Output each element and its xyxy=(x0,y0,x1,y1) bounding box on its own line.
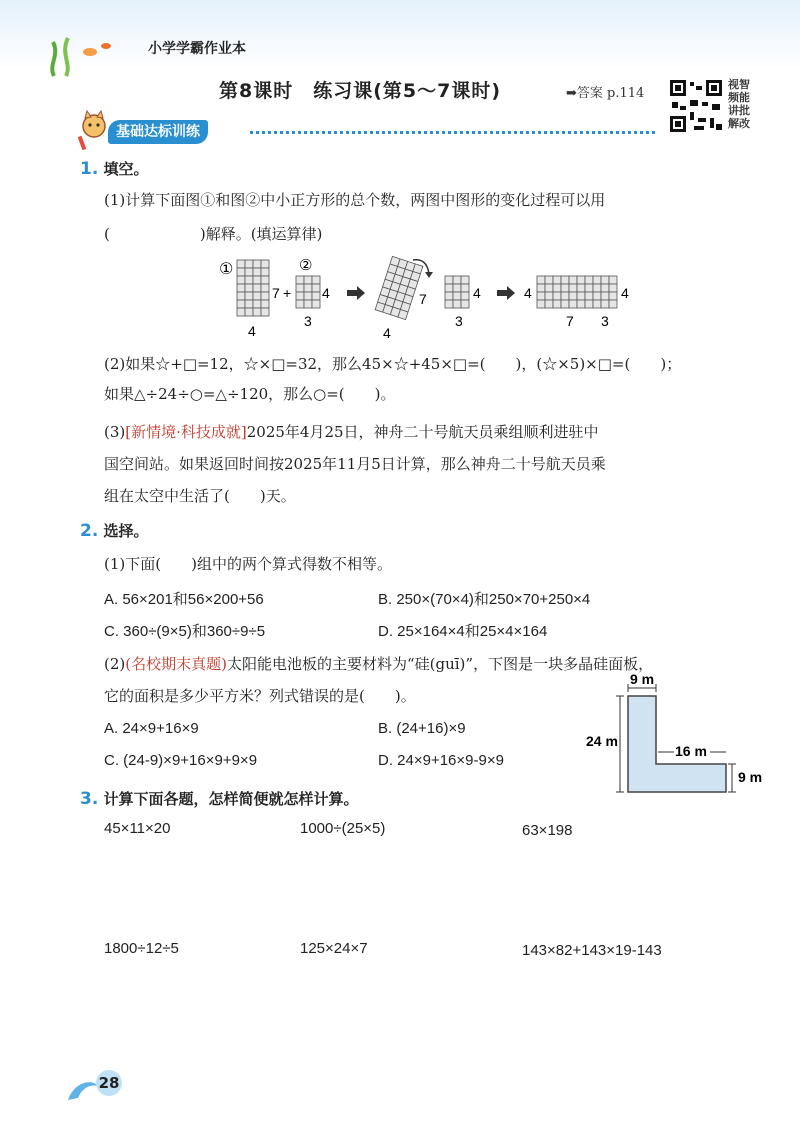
comb-bottom-label-2: 3 xyxy=(601,313,609,329)
rotate-arrow-head-icon xyxy=(425,272,433,278)
grid-square xyxy=(445,292,453,300)
page-title: 第8课时 练习课(第5～7课时) xyxy=(218,80,502,102)
comb-bottom-label-1: 7 xyxy=(566,313,574,329)
grid-square xyxy=(296,284,304,292)
qr-caption: 视智 频能 讲批 解改 xyxy=(728,78,750,130)
fig-left-label: 24 m xyxy=(586,733,618,749)
rot-height-label: 7 xyxy=(419,291,427,307)
grid-square xyxy=(453,284,461,292)
grid-square xyxy=(545,276,553,284)
grid-square xyxy=(577,300,585,308)
q1-p2-line2[interactable]: 如果△÷24÷○=△÷120，那么○=( )。 xyxy=(104,385,396,403)
grid-figure-2-copy xyxy=(445,276,469,308)
calc-item-4[interactable]: 1800÷12÷5 xyxy=(104,940,179,957)
grid-square xyxy=(569,276,577,284)
grid-square xyxy=(601,284,609,292)
page-number: 28 xyxy=(96,1070,122,1096)
dotted-divider xyxy=(250,131,655,134)
calc-item-1[interactable]: 45×11×20 xyxy=(104,820,171,837)
calc-item-3[interactable]: 63×198 xyxy=(522,822,573,839)
q1-p1-line1: (1)计算下面图①和图②中小正方形的总个数，两图中图形的变化过程可以用 xyxy=(104,191,606,209)
grid-square xyxy=(237,300,245,308)
plus-sign: + xyxy=(283,285,292,301)
figure-label-1: ① xyxy=(219,259,234,278)
q2-heading: 2. 选择。 xyxy=(80,521,149,541)
grid-square xyxy=(537,276,545,284)
grid-square xyxy=(561,276,569,284)
grid-square xyxy=(445,300,453,308)
cat-pencil-mascot-icon xyxy=(76,110,112,150)
q2-p1[interactable]: (1)下面( )组中的两个算式得数不相等。 xyxy=(104,555,392,573)
grid-square xyxy=(312,276,320,284)
grid-square xyxy=(553,284,561,292)
grid-square xyxy=(445,276,453,284)
grid-square xyxy=(237,308,245,316)
grid-square xyxy=(253,300,261,308)
grid-square xyxy=(445,284,453,292)
g3-height-label: 4 xyxy=(473,285,481,301)
q1-p3-line3[interactable]: 组在太空中生活了( )天。 xyxy=(104,487,296,505)
grid-square xyxy=(561,292,569,300)
grid-square xyxy=(461,276,469,284)
grid-square xyxy=(545,284,553,292)
grid-square xyxy=(296,300,304,308)
grid-square xyxy=(585,300,593,308)
arrow-right-icon xyxy=(347,286,365,300)
grid-figure-combined xyxy=(537,276,617,308)
q2-p2-option-c[interactable]: C. (24-9)×9+16×9+9×9 xyxy=(104,752,258,769)
grid-square xyxy=(569,284,577,292)
grid-square xyxy=(304,292,312,300)
grid-square xyxy=(593,276,601,284)
grid-square xyxy=(312,292,320,300)
grid-square xyxy=(245,300,253,308)
grid-square xyxy=(461,284,469,292)
q2-p1-option-d[interactable]: D. 25×164×4和25×4×164 xyxy=(378,623,548,640)
grid-square xyxy=(253,268,261,276)
q1-heading: 1. 填空。 xyxy=(80,159,149,179)
grid-square xyxy=(237,276,245,284)
q2-p2-option-b[interactable]: B. (24+16)×9 xyxy=(378,720,466,737)
comb-right-label: 4 xyxy=(621,285,629,301)
grid-square xyxy=(609,284,617,292)
grid-square xyxy=(253,276,261,284)
grid-figure-2 xyxy=(296,276,320,308)
grid-square xyxy=(261,300,269,308)
q1-p2-line1[interactable]: (2)如果☆+□=12，☆×□=32，那么45×☆+45×□=( )，(☆×5)×□=( )； xyxy=(104,355,682,373)
grid-square xyxy=(593,300,601,308)
q1-grid-figure xyxy=(215,252,635,344)
q2-p1-option-c[interactable]: C. 360÷(9×5)和360÷9÷5 xyxy=(104,623,266,640)
grid-square xyxy=(304,276,312,284)
grid-square xyxy=(237,284,245,292)
grid-square xyxy=(593,292,601,300)
grid-square xyxy=(304,300,312,308)
fig-top-label: 9 m xyxy=(630,671,655,687)
q2-p1-option-a[interactable]: A. 56×201和56×200+56 xyxy=(104,591,264,608)
g1-width-label: 4 xyxy=(248,323,256,339)
grid-square xyxy=(237,268,245,276)
l-shape-panel-figure xyxy=(586,670,776,800)
q1-p3-line1: (3)[新情境·科技成就]2025年4月25日，神舟二十号航天员乘组顺利进驻中 xyxy=(104,423,599,441)
g2-height-label: 4 xyxy=(322,285,330,301)
grid-square xyxy=(593,284,601,292)
grid-figure-1 xyxy=(237,260,269,316)
grid-square xyxy=(253,292,261,300)
context-tag: [新情境·科技成就] xyxy=(125,423,247,441)
q2-p2-option-a[interactable]: A. 24×9+16×9 xyxy=(104,720,199,737)
grid-square xyxy=(545,300,553,308)
grid-square xyxy=(253,308,261,316)
exam-tag: (名校期末真题) xyxy=(125,655,227,673)
grid-square xyxy=(561,284,569,292)
grid-square xyxy=(245,292,253,300)
g1-height-label: 7 xyxy=(272,285,280,301)
grid-square xyxy=(537,300,545,308)
q3-heading: 3. 计算下面各题，怎样简便就怎样计算。 xyxy=(80,789,359,809)
grid-square xyxy=(553,300,561,308)
grid-square xyxy=(312,284,320,292)
grid-square xyxy=(237,260,245,268)
grid-square xyxy=(237,292,245,300)
grid-square xyxy=(253,260,261,268)
grid-square xyxy=(253,284,261,292)
dolphin-icon xyxy=(66,1074,100,1104)
grid-square xyxy=(609,276,617,284)
grid-square xyxy=(245,276,253,284)
grid-square xyxy=(261,276,269,284)
answer-reference[interactable]: ➡答案 p.114 xyxy=(566,86,645,101)
calc-item-5[interactable]: 125×24×7 xyxy=(300,940,368,957)
section-banner: 基础达标训练 xyxy=(108,120,208,144)
grid-square xyxy=(312,300,320,308)
grid-square xyxy=(453,292,461,300)
qr-code-icon[interactable] xyxy=(668,78,724,134)
calc-item-2[interactable]: 1000÷(25×5) xyxy=(300,820,386,837)
grid-square xyxy=(245,260,253,268)
grid-square xyxy=(609,292,617,300)
grid-square xyxy=(261,308,269,316)
grid-square xyxy=(553,276,561,284)
q2-p2-line2[interactable]: 它的面积是多少平方米？列式错误的是( )。 xyxy=(104,687,416,705)
grid-square xyxy=(261,284,269,292)
series-name: 小学学霸作业本 xyxy=(148,41,246,57)
grid-square xyxy=(577,292,585,300)
grid-square xyxy=(577,284,585,292)
q2-p2-option-d[interactable]: D. 24×9+16×9-9×9 xyxy=(378,752,504,769)
q1-p3-line2: 国空间站。如果返回时间按2025年11月5日计算，那么神舟二十号航天员乘 xyxy=(104,455,606,473)
grid-square xyxy=(585,292,593,300)
grid-square xyxy=(461,292,469,300)
g3-width-label: 3 xyxy=(455,313,463,329)
rot-width-label: 4 xyxy=(383,325,391,341)
q2-p1-option-b[interactable]: B. 250×(70×4)和250×70+250×4 xyxy=(378,591,591,608)
grid-square xyxy=(537,284,545,292)
grid-square xyxy=(461,300,469,308)
q1-p1-line2[interactable]: ( )解释。(填运算律) xyxy=(104,225,323,243)
arrow-right-icon xyxy=(497,286,515,300)
grid-square xyxy=(601,292,609,300)
fig-middle-label: 16 m xyxy=(675,743,707,759)
grid-square xyxy=(453,276,461,284)
grid-figure-1-rotated xyxy=(375,256,423,319)
fig-right-label: 9 m xyxy=(738,769,763,785)
grid-square xyxy=(561,300,569,308)
seaweed-fish-icon xyxy=(44,30,134,78)
grid-square xyxy=(577,276,585,284)
grid-square xyxy=(245,284,253,292)
grid-square xyxy=(261,260,269,268)
grid-square xyxy=(245,308,253,316)
grid-square xyxy=(601,276,609,284)
grid-square xyxy=(585,276,593,284)
grid-square xyxy=(261,268,269,276)
grid-square xyxy=(304,284,312,292)
grid-square xyxy=(585,284,593,292)
grid-square xyxy=(245,268,253,276)
g2-width-label: 3 xyxy=(304,313,312,329)
grid-square xyxy=(537,292,545,300)
q2-p2-line1: (2)(名校期末真题)太阳能电池板的主要材料为“硅(guī)”，下图是一块多晶硅面板， xyxy=(104,655,654,673)
grid-square xyxy=(296,292,304,300)
comb-left-label: 4 xyxy=(524,285,532,301)
grid-square xyxy=(545,292,553,300)
grid-square xyxy=(601,300,609,308)
grid-square xyxy=(553,292,561,300)
grid-square xyxy=(569,300,577,308)
grid-square xyxy=(569,292,577,300)
grid-square xyxy=(453,300,461,308)
calc-item-6[interactable]: 143×82+143×19-143 xyxy=(522,942,662,959)
grid-square xyxy=(261,292,269,300)
grid-square xyxy=(609,300,617,308)
figure-label-2: ② xyxy=(299,256,313,274)
grid-square xyxy=(296,276,304,284)
